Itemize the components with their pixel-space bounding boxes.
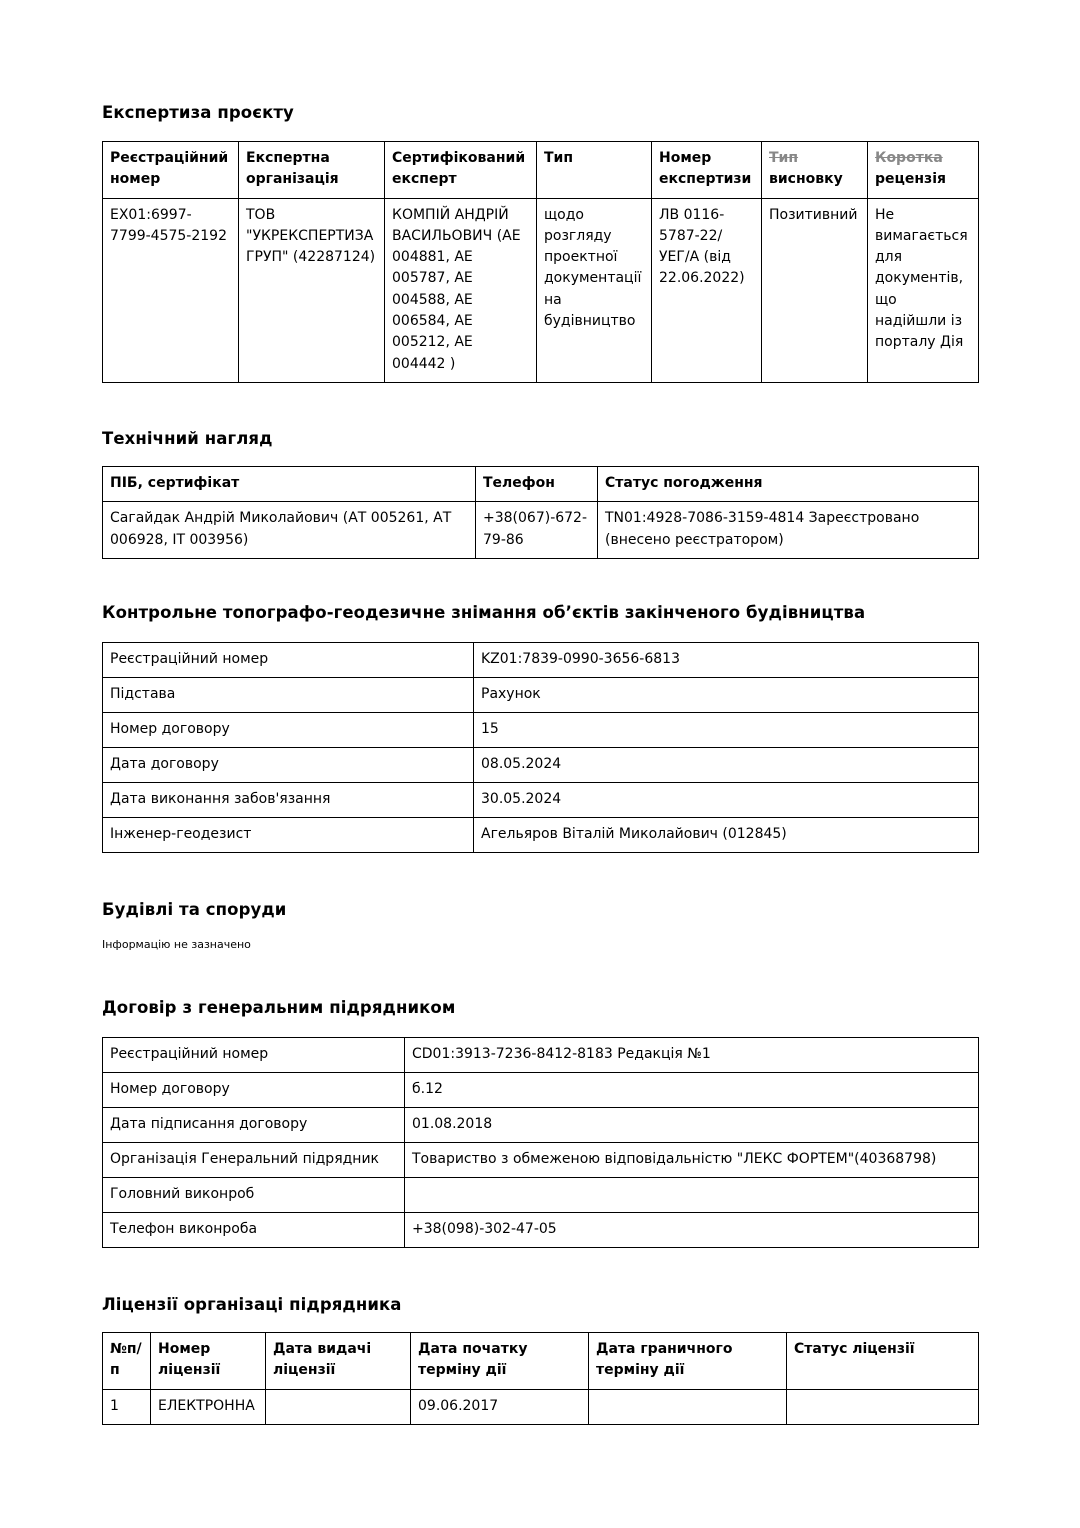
row-value: +38(098)-302-47-05	[405, 1213, 979, 1248]
row-label: Головний виконроб	[103, 1178, 405, 1213]
row-value: Агельяров Віталій Миколайович (012845)	[474, 818, 979, 853]
table-row	[103, 783, 979, 818]
table-cell: +38(067)-672-79-86	[476, 502, 598, 559]
row-value: б.12	[405, 1073, 979, 1108]
table-row	[103, 1108, 979, 1143]
header-cell: Тип	[537, 142, 652, 199]
row-value: 15	[474, 713, 979, 748]
header-cell: Статус погодження	[598, 467, 979, 502]
section-title-expertise: Експертиза проєкту	[102, 103, 294, 122]
empty-info-note: Інформацію не зазначено	[102, 938, 251, 951]
table-cell: КОМПІЙ АНДРІЙ ВАСИЛЬОВИЧ (АЕ 004881, АЕ 005787, АЕ 004588, АЕ 006584, АЕ 005212, АЕ 004442 )	[385, 198, 537, 382]
expertise-table	[102, 141, 979, 383]
table-cell	[787, 1389, 979, 1424]
table-cell: ЕХ01:6997-7799-4575-2192	[103, 198, 239, 382]
table-cell: ТОВ "УКРЕКСПЕРТИЗА ГРУП" (42287124)	[239, 198, 385, 382]
table-row	[103, 502, 979, 559]
header-cell: Дата видачі ліцензії	[266, 1333, 411, 1390]
header-text: рецензія	[875, 171, 946, 188]
table-row	[103, 643, 979, 678]
header-cell: Номер ліцензії	[151, 1333, 266, 1390]
header-cell: ПІБ, сертифікат	[103, 467, 476, 502]
header-cell-review	[868, 142, 979, 199]
header-cell: Номер експертизи	[652, 142, 762, 199]
header-cell: Дата граничного терміну дії	[589, 1333, 787, 1390]
section-title-licenses: Ліцензії організаці підрядника	[102, 1295, 402, 1314]
header-cell-conclusion-type	[762, 142, 868, 199]
row-label: Номер договору	[103, 713, 474, 748]
table-row	[103, 1038, 979, 1073]
table-cell: Позитивний	[762, 198, 868, 382]
table-header-row	[103, 1333, 979, 1390]
table-header-row	[103, 467, 979, 502]
survey-table	[102, 642, 979, 853]
section-title-contract: Договір з генеральним підрядником	[102, 998, 456, 1017]
header-cell: Сертифікований експерт	[385, 142, 537, 199]
table-row	[103, 1143, 979, 1178]
header-ghost-text: Коротка	[875, 150, 943, 166]
table-cell: ЛВ 0116-5787-22/ УЕГ/А (від 22.06.2022)	[652, 198, 762, 382]
table-cell: щодо розгляду проектної документації на будівництво	[537, 198, 652, 382]
row-label: Інженер-геодезист	[103, 818, 474, 853]
table-row	[103, 748, 979, 783]
section-title-buildings: Будівлі та споруди	[102, 900, 287, 919]
row-label: Дата договору	[103, 748, 474, 783]
row-label: Організація Генеральний підрядник	[103, 1143, 405, 1178]
row-value: Товариство з обмеженою відповідальністю "ЛЕКС ФОРТЕМ"(40368798)	[405, 1143, 979, 1178]
table-row	[103, 1073, 979, 1108]
row-value: CD01:3913-7236-8412-8183 Редакція №1	[405, 1038, 979, 1073]
row-value: Рахунок	[474, 678, 979, 713]
table-row	[103, 713, 979, 748]
table-cell: Не вимагається для документів, що надійшли із порталу Дія	[868, 198, 979, 382]
row-value: 08.05.2024	[474, 748, 979, 783]
header-cell: Реєстраційний номер	[103, 142, 239, 199]
licenses-table	[102, 1332, 979, 1425]
table-cell: 1	[103, 1389, 151, 1424]
table-row	[103, 1213, 979, 1248]
header-text: висновку	[769, 171, 843, 188]
table-row	[103, 818, 979, 853]
table-row	[103, 1389, 979, 1424]
row-label: Підстава	[103, 678, 474, 713]
table-cell: 09.06.2017	[411, 1389, 589, 1424]
table-row	[103, 1178, 979, 1213]
section-title-supervision: Технічний нагляд	[102, 429, 273, 448]
row-value: KZ01:7839-0990-3656-6813	[474, 643, 979, 678]
row-label: Телефон виконроба	[103, 1213, 405, 1248]
table-cell: ЕЛЕКТРОННА	[151, 1389, 266, 1424]
row-label: Номер договору	[103, 1073, 405, 1108]
table-header-row	[103, 142, 979, 199]
row-label: Реєстраційний номер	[103, 1038, 405, 1073]
row-label: Дата підписання договору	[103, 1108, 405, 1143]
supervision-table	[102, 466, 979, 559]
header-cell: №п/п	[103, 1333, 151, 1390]
table-row	[103, 678, 979, 713]
row-value	[405, 1178, 979, 1213]
section-title-survey: Контрольне топографо-геодезичне знімання об’єктів закінченого будівництва	[102, 603, 866, 622]
row-value: 30.05.2024	[474, 783, 979, 818]
table-cell: Сагайдак Андрій Миколайович (АТ 005261, АТ 006928, ІТ 003956)	[103, 502, 476, 559]
header-cell: Експертна організація	[239, 142, 385, 199]
header-cell: Статус ліцензії	[787, 1333, 979, 1390]
row-value: 01.08.2018	[405, 1108, 979, 1143]
table-row	[103, 198, 979, 382]
row-label: Реєстраційний номер	[103, 643, 474, 678]
contract-table	[102, 1037, 979, 1248]
header-cell: Дата початку терміну дії	[411, 1333, 589, 1390]
table-cell	[589, 1389, 787, 1424]
table-cell: TN01:4928-7086-3159-4814 Зареєстровано (внесено реєстратором)	[598, 502, 979, 559]
header-ghost-text: Тип	[769, 150, 799, 166]
header-cell: Телефон	[476, 467, 598, 502]
table-cell	[266, 1389, 411, 1424]
row-label: Дата виконання забов'язання	[103, 783, 474, 818]
